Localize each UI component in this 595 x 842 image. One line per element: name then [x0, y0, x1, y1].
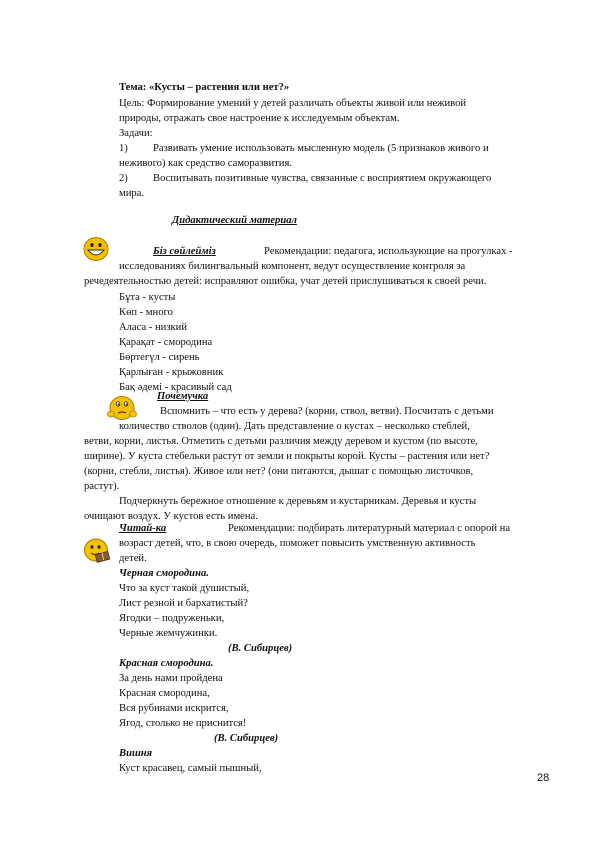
poem-line: Красная смородина, — [119, 688, 210, 699]
poem-line: Что за куст такой душистый, — [119, 583, 250, 594]
vocabulary-word: Қарақат - смородина — [119, 337, 213, 348]
didactic-material-title: Дидактический материал — [172, 215, 297, 226]
pochemuchka-text: Вспомнить – что есть у дерева? (корни, ствол, ветви). Посчитать с детьми — [160, 406, 494, 417]
pochemuchka-text: Подчеркнуть бережное отношение к деревьям и кустарникам. Деревья и кусты — [119, 496, 477, 507]
poem-2-title: Красная смородина. — [119, 658, 214, 669]
tasks-label: Задачи: — [119, 128, 153, 139]
vocabulary-word: Бақ әдемі - красивый сад — [119, 382, 232, 393]
poem-3-title: Вишня — [119, 748, 153, 759]
poem-line: Вся рубинами искрится, — [119, 703, 229, 714]
chitaj-ka-title: Читай-ка — [119, 523, 167, 534]
biz-recommendation-2: исследованиях билингвальный компонент, ведут осуществление контроля за — [119, 261, 466, 272]
page-number: 28 — [537, 772, 550, 784]
task-1-continued: неживого) как средство саморазвития. — [119, 158, 292, 169]
vocabulary-word: Қарлыған - крыжовник — [119, 367, 224, 378]
poem-line: Ягодки – подруженьки, — [119, 613, 225, 624]
chitaj-ka-recommendation-3: детей. — [119, 553, 147, 564]
chitaj-ka-recommendation-1: Рекомендации: подбирать литературный материал с опорой на — [228, 523, 511, 534]
grinning-smiley-icon — [82, 236, 110, 262]
biz-recommendation-1: Рекомендации: педагога, использующие на прогулках - — [264, 246, 513, 257]
task-2-number: 2) — [119, 173, 128, 184]
vocabulary-word: Көп - много — [119, 307, 173, 318]
goal-line-2: природы, отражать свое настроение к исследуемым объектам. — [119, 113, 400, 124]
topic-title: Тема: «Кусты – растения или нет?» — [119, 82, 290, 93]
pochemuchka-title: Почемучка — [157, 391, 209, 402]
vocabulary-word: Бұта - кусты — [119, 292, 176, 303]
poem-line: Куст красавец, самый пышный, — [119, 763, 262, 774]
pochemuchka-text: очищают воздух. У кустов есть имена. — [84, 511, 258, 522]
poem-line: Лист резной и бархатистый? — [119, 598, 248, 609]
pochemuchka-text: (корни, стебли, листья). Живое или нет? (они питаются, дышат с помощью листочков, — [84, 466, 474, 477]
task-1-text: Развивать умение использовать мысленную модель (5 признаков живого и — [153, 143, 489, 154]
biz-recommendation-3: речедеятельностью детей: исправляют ошибка, учат детей прислушиваться к своей речи. — [84, 276, 487, 287]
thinking-smiley-icon — [106, 394, 138, 422]
vocabulary-word: Бөртегүл - сирень — [119, 352, 200, 363]
poem-line: Черные жемчужинки. — [119, 628, 218, 639]
task-2-continued: мира. — [119, 188, 145, 199]
pochemuchka-text: растут). — [84, 481, 120, 492]
poem-1-title: Черная смородина. — [119, 568, 209, 579]
reading-smiley-icon — [82, 538, 112, 564]
poem-line: Ягод, столько не приснится! — [119, 718, 247, 729]
pochemuchka-text: ветви, корни, листья. Отметить с детьми различия между деревом и кустом (по высоте, — [84, 436, 478, 447]
poem-2-author: (В. Сибирцев) — [214, 733, 279, 744]
pochemuchka-text: ширине). У куста стебельки растут от земли и покрыты корой. Кусты – растения или нет? — [84, 451, 490, 462]
pochemuchka-text: количество стволов (один). Дать представление о кустах – несколько стеблей, — [119, 421, 470, 432]
goal-line-1: Цель: Формирование умений у детей различать объекты живой или неживой — [119, 98, 467, 109]
poem-1-author: (В. Сибирцев) — [228, 643, 293, 654]
biz-soylejmiz-title: Біз сөйлейміз — [153, 246, 216, 257]
chitaj-ka-recommendation-2: возраст детей, что, в свою очередь, поможет повысить умственную активность — [119, 538, 476, 549]
vocabulary-word: Аласа - низкий — [119, 322, 188, 333]
poem-line: За день нами пройдена — [119, 673, 223, 684]
task-2-text: Воспитывать позитивные чувства, связанные с восприятием окружающего — [153, 173, 492, 184]
task-1-number: 1) — [119, 143, 128, 154]
